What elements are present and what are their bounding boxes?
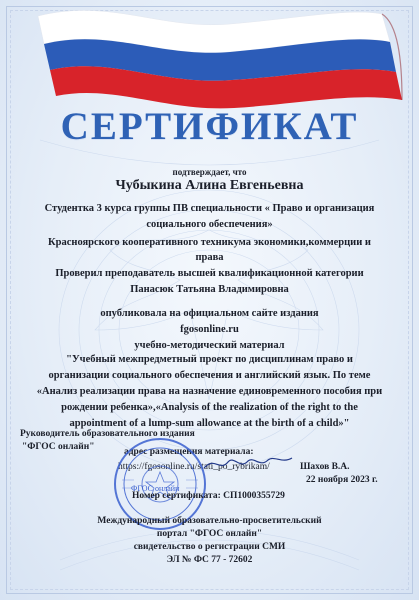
student-line-2: социального обеспечения» xyxy=(146,219,273,230)
issue-date: 22 ноября 2023 г. xyxy=(306,475,378,485)
certificate-title: СЕРТИФИКАТ xyxy=(60,105,359,148)
material-title-line-4: рождении ребенка»,«Analysis of the realization of the right to the xyxy=(61,402,358,413)
published-text: опубликовала на официальном сайте издания xyxy=(100,308,319,319)
material-title-line-1: "Учебный межпредметный проект по дисциплинам право и xyxy=(66,354,353,365)
head-label: Руководитель образовательного издания xyxy=(20,429,195,439)
confirms-text: подтверждает, что xyxy=(172,167,247,177)
russian-flag-ribbon xyxy=(0,0,419,115)
material-title-line-3: «Анализ реализации права на назначение единовременного пособия при xyxy=(36,386,383,397)
certificate-number: Номер сертификата: СП1000355729 xyxy=(132,491,285,501)
address-label: адрес размещения материала: xyxy=(124,447,254,457)
site-name: fgosonline.ru xyxy=(180,324,239,335)
checked-line-1: Проверил преподаватель высшей квалификационной категории xyxy=(55,268,364,279)
material-type: учебно-методический материал xyxy=(134,340,285,351)
footer-line-3: свидетельство о регистрации СМИ xyxy=(133,542,286,552)
footer-line-1: Международный образовательно-просветительский xyxy=(97,516,322,526)
stamp-text: ФГОС онлайн xyxy=(131,484,180,493)
footer-line-4: ЭЛ № ФС 77 - 72602 xyxy=(166,555,253,565)
college-line-2: права xyxy=(195,252,224,263)
material-title-line-2: организации социального обеспечения и английский язык. По теме xyxy=(48,370,371,381)
signatory-name: Шахов В.А. xyxy=(300,462,350,472)
checked-line-2: Панасюк Татьяна Владимировна xyxy=(130,284,289,295)
material-url: https://fgosonline.ru/stati_po_rybrikam/ xyxy=(118,462,270,472)
publisher-quote: "ФГОС онлайн" xyxy=(22,442,95,452)
footer-line-2: портал "ФГОС онлайн" xyxy=(156,529,263,539)
material-title-line-5: appointment of a lump-sum allowance at the birth of a child»" xyxy=(69,418,350,429)
recipient-name: Чубыкина Алина Евгеньевна xyxy=(115,178,304,193)
student-line-1: Студентка 3 курса группы ПВ специальности « Право и организация xyxy=(44,203,375,214)
college-line-1: Красноярского кооперативного техникума экономики,коммерции и xyxy=(48,237,371,248)
signature-icon xyxy=(200,452,296,474)
